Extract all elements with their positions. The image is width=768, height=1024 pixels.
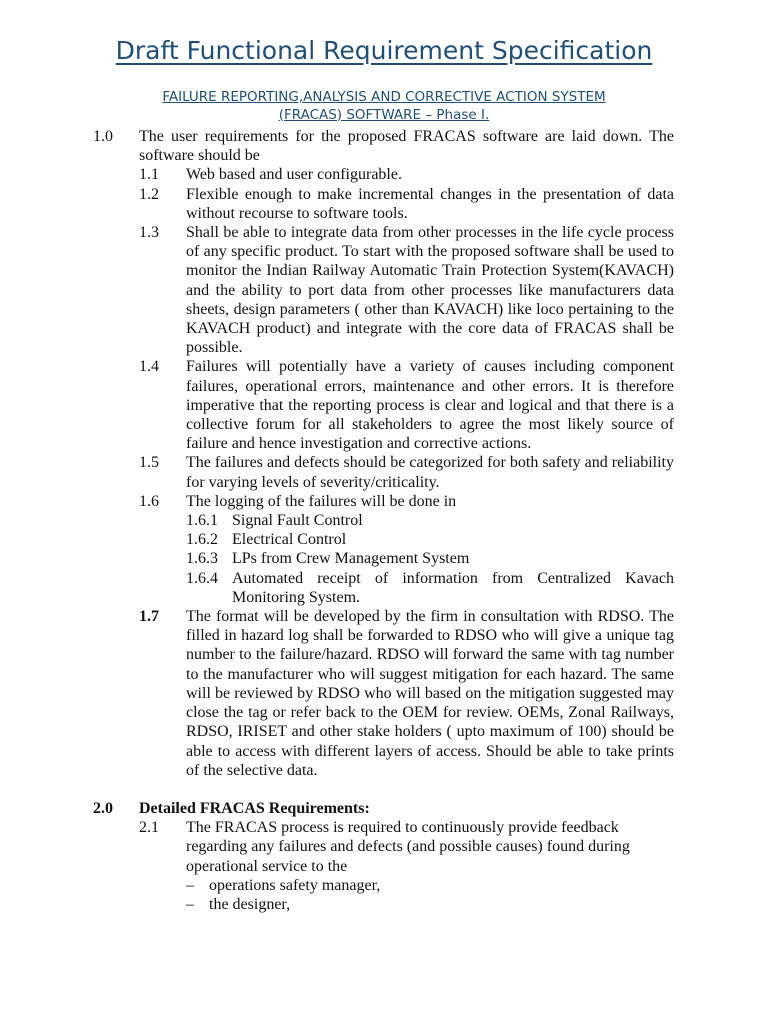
dash-bullet: – (186, 876, 194, 894)
dash-bullet: – (186, 895, 194, 913)
section-number: 1.3 (139, 224, 159, 242)
subtitle-line-1: FAILURE REPORTING,ANALYSIS AND CORRECTIVE ACTION SYSTEM (162, 89, 606, 105)
section-number: 1.7 (139, 608, 159, 626)
section-1-5 (0, 453, 768, 491)
section-text: The logging of the failures will be done in (186, 492, 457, 510)
document-title: Draft Functional Requirement Specification (115, 36, 653, 65)
section-number: 2.0 (93, 799, 113, 817)
section-number: 1.6.1 (186, 512, 218, 530)
section-text: The user requirements for the proposed FRACAS software are laid down. The software should be (139, 128, 674, 165)
section-number: 1.4 (139, 358, 159, 376)
section-text: Automated receipt of information from Centralized Kavach Monitoring System. (232, 569, 674, 606)
section-text: Web based and user configurable. (186, 166, 402, 184)
section-number: 1.5 (139, 454, 159, 472)
paragraph-gap (0, 780, 768, 799)
section-number: 2.1 (139, 819, 159, 837)
section-2-1 (0, 818, 768, 876)
section-number: 1.0 (93, 128, 113, 145)
section-text: Shall be able to integrate data from other processes in the life cycle process of any specific product. To start with the proposed software shall be used to monitor the Indian Railway Automatic Train Protection System(KAVACH) and the ability to port data from other processes like manufacturers data sheets, design parameters ( other than KAVACH) like loco pertaining to the KAVACH product) and integrate with the core data of FRACAS shall be possible. (186, 224, 674, 357)
section-1-6-1 (0, 511, 768, 530)
section-text: The failures and defects should be categorized for both safety and reliability for varying levels of severity/criticality. (186, 454, 674, 491)
section-text: LPs from Crew Management System (232, 550, 470, 568)
section-number: 1.2 (139, 185, 159, 203)
section-text: Electrical Control (232, 531, 347, 549)
section-text: Failures will potentially have a variety of causes including component failures, operational errors, maintenance and other errors. It is therefore imperative that the reporting process is clear and logical and that there is a collective forum for all stakeholders to agree the most likely source of failure and hence investigation and corrective actions. (186, 358, 674, 453)
section-1-6-2 (0, 530, 768, 549)
section-text: The FRACAS process is required to continuously provide feedback regarding any failures and defects (and possible causes) found during operational service to the (186, 819, 630, 875)
section-text: Flexible enough to make incremental changes in the presentation of data without recourse to software tools. (186, 185, 674, 222)
section-1-6-3 (0, 549, 768, 568)
section-1-1 (0, 165, 768, 184)
section-heading: Detailed FRACAS Requirements: (139, 799, 370, 817)
bullet-text: the designer, (209, 895, 291, 913)
section-1-2 (0, 185, 768, 223)
section-1-4 (0, 357, 768, 453)
section-text: Signal Fault Control (232, 512, 363, 530)
document-body (0, 127, 768, 914)
bullet-text: operations safety manager, (209, 876, 381, 894)
section-1-6 (0, 492, 768, 511)
section-1-0 (0, 127, 768, 165)
section-1-7 (0, 607, 768, 780)
section-1-3 (0, 223, 768, 357)
section-number: 1.6.3 (186, 550, 218, 568)
bullet-item (0, 876, 768, 895)
section-number: 1.6.2 (186, 531, 218, 549)
section-1-6-4 (0, 569, 768, 607)
section-number: 1.1 (139, 166, 159, 184)
section-2-0 (0, 799, 768, 818)
bullet-item (0, 895, 768, 914)
section-number: 1.6.4 (186, 569, 218, 587)
section-text: The format will be developed by the firm in consultation with RDSO. The filled in hazard log shall be forwarded to RDSO who will give a unique tag number to the failure/hazard. RDSO will forward the same with tag number to the manufacturer who will suggest mitigation for each hazard. The same will be reviewed by RDSO who will based on the mitigation suggested may close the tag or refer back to the OEM for review. OEMs, Zonal Railways, RDSO, IRISET and other stake holders ( upto maximum of 100) should be able to access with different layers of access. Should be able to take prints of the selective data. (186, 608, 674, 779)
subtitle-line-2: (FRACAS) SOFTWARE – Phase I. (278, 106, 490, 123)
section-number: 1.6 (139, 492, 159, 510)
document-subtitle (0, 89, 768, 124)
